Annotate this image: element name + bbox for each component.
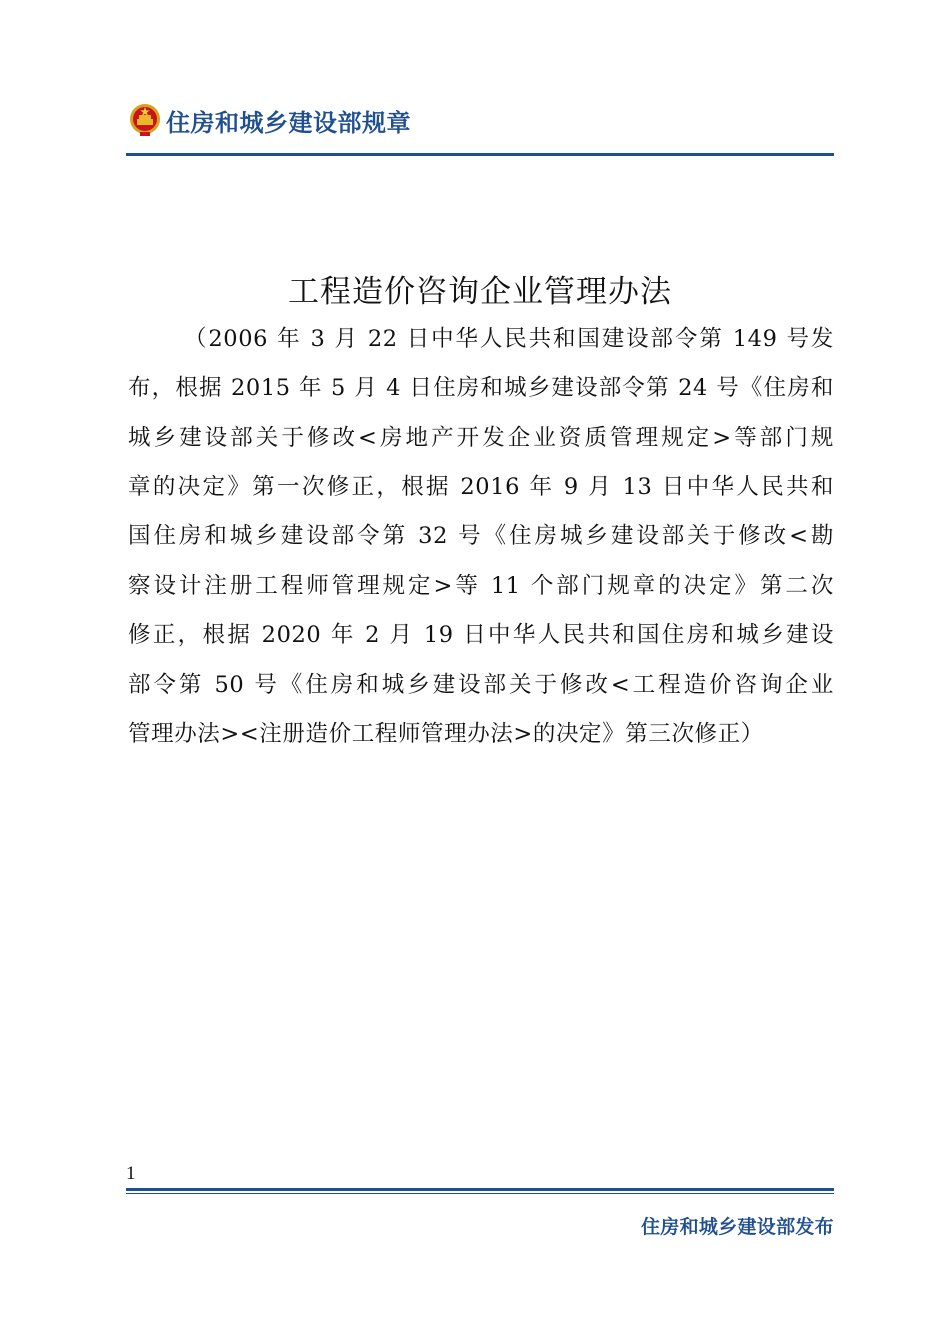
national-emblem-icon — [128, 102, 162, 138]
footer-publisher: 住房和城乡建设部发布 — [640, 1216, 834, 1238]
footer-divider — [126, 1188, 834, 1191]
intro-line-7: 修正，根据 2020 年 2 月 19 日中华人民共和国住房和城乡建设 — [128, 622, 834, 648]
footer-divider-thin — [126, 1193, 834, 1194]
intro-line-2: 布，根据 2015 年 5 月 4 日住房和城乡建设部令第 24 号《住房和 — [128, 375, 834, 401]
intro-line-1: （2006 年 3 月 22 日中华人民共和国建设部令第 149 号发 — [184, 326, 834, 352]
page-header — [128, 98, 834, 142]
intro-line-3: 城乡建设部关于修改<房地产开发企业资质管理规定>等部门规 — [128, 425, 834, 451]
intro-line-8: 部令第 50 号《住房和城乡建设部关于修改<工程造价咨询企业 — [128, 672, 834, 698]
header-title: 住房和城乡建设部规章 — [166, 108, 411, 137]
intro-line-6: 察设计注册工程师管理规定>等 11 个部门规章的决定》第二次 — [128, 573, 834, 599]
header-divider — [126, 153, 834, 156]
intro-line-5: 国住房和城乡建设部令第 32 号《住房城乡建设部关于修改<勘 — [128, 523, 834, 549]
page-number: 1 — [126, 1163, 136, 1184]
document-title: 工程造价咨询企业管理办法 — [288, 274, 672, 310]
intro-line-9: 管理办法><注册造价工程师管理办法>的决定》第三次修正） — [128, 721, 764, 747]
intro-line-4: 章的决定》第一次修正，根据 2016 年 9 月 13 日中华人民共和 — [128, 474, 834, 500]
